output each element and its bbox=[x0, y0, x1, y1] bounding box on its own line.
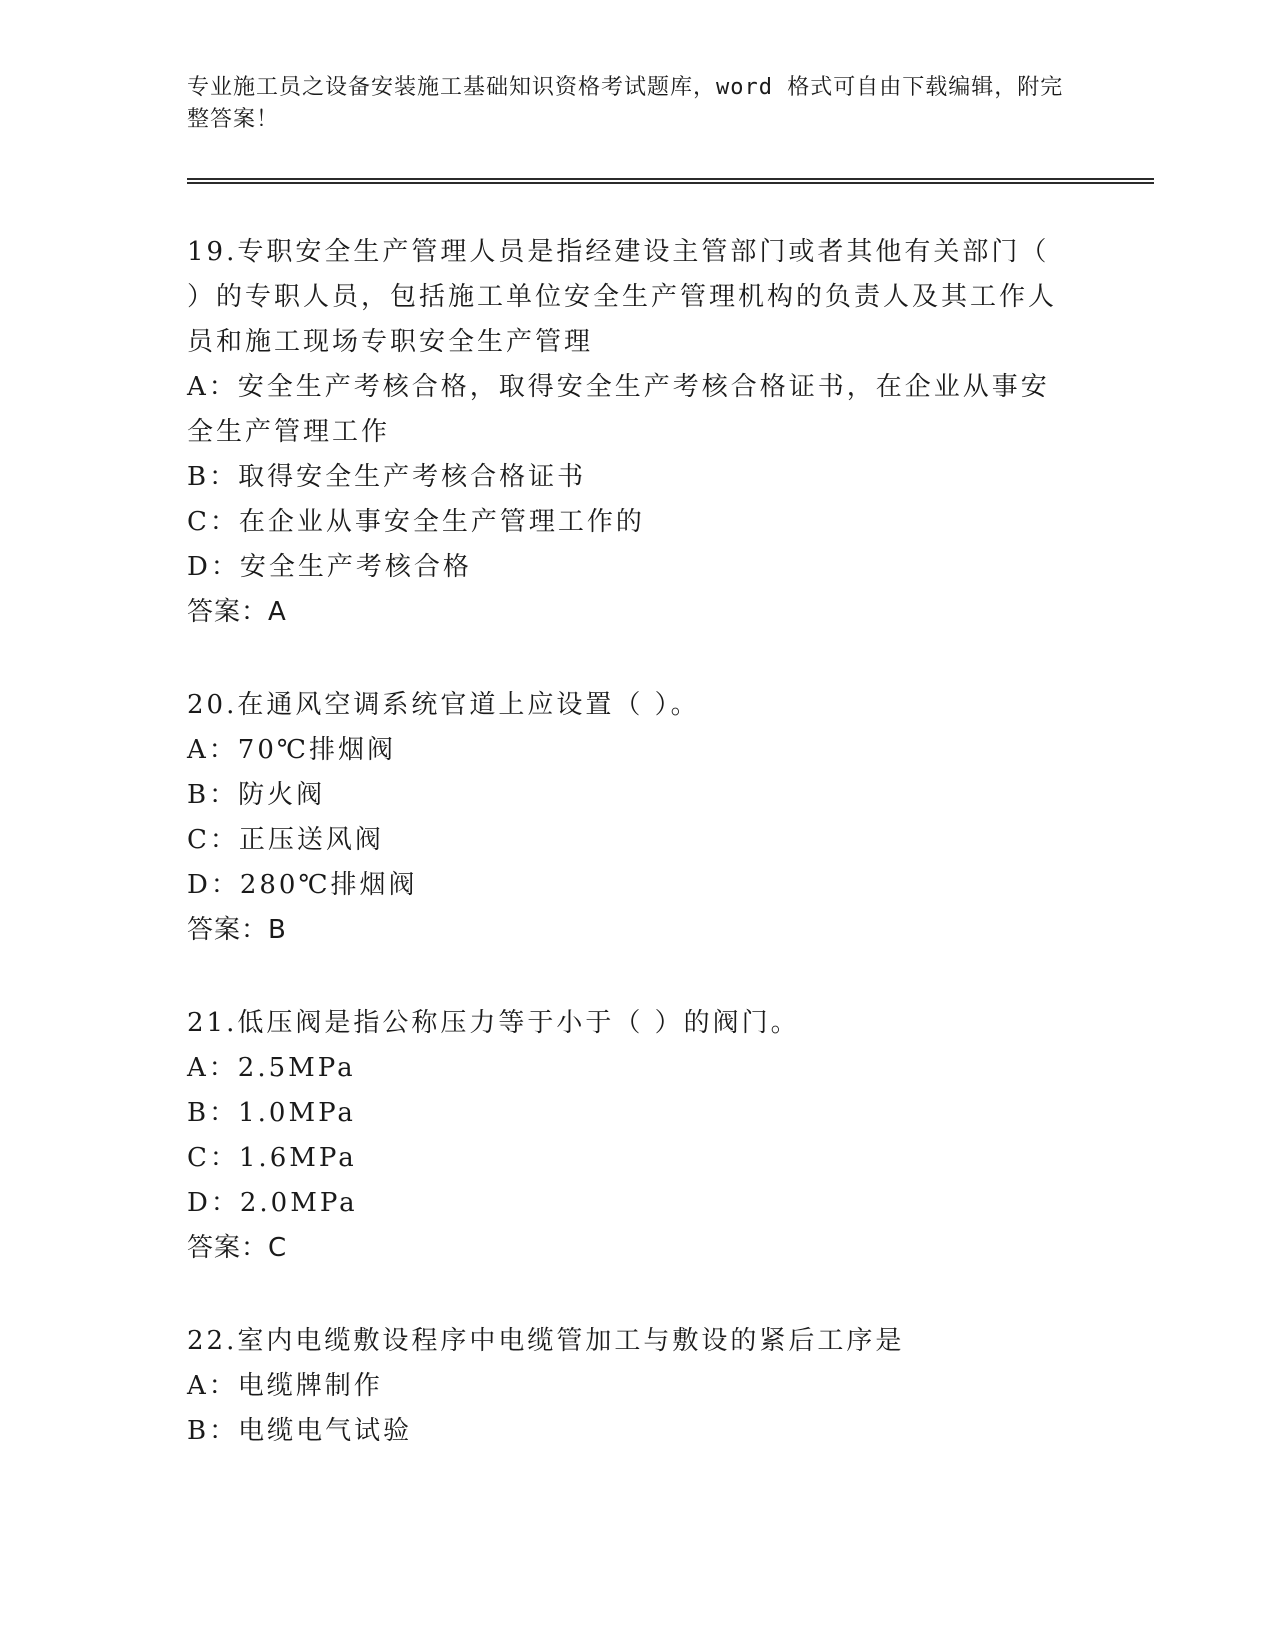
document-header: 专业施工员之设备安装施工基础知识资格考试题库，word 格式可自由下载编辑，附完整答案！ bbox=[187, 75, 1064, 132]
option-b: B：防火阀 bbox=[187, 780, 326, 810]
question-22 bbox=[187, 1319, 1067, 1454]
option-b: B：取得安全生产考核合格证书 bbox=[187, 462, 587, 492]
question-19 bbox=[187, 230, 1067, 635]
option-c: C：1.6MPa bbox=[187, 1143, 357, 1173]
option-a: A：电缆牌制作 bbox=[187, 1371, 383, 1401]
answer: 答案：A bbox=[187, 597, 287, 627]
option-d: D：2.0MPa bbox=[187, 1188, 358, 1218]
header-divider bbox=[187, 178, 1154, 184]
answer: 答案：C bbox=[187, 1233, 288, 1263]
question-21 bbox=[187, 1001, 1067, 1271]
option-c: C：正压送风阀 bbox=[187, 825, 384, 855]
question-stem: 19.专职安全生产管理人员是指经建设主管部门或者其他有关部门（ ）的专职人员，包括施工单位安全生产管理机构的负责人及其工作人员和施工现场专职安全生产管理 bbox=[187, 237, 1058, 357]
option-c: C：在企业从事安全生产管理工作的 bbox=[187, 507, 645, 537]
option-b: B：电缆电气试验 bbox=[187, 1416, 413, 1446]
option-b: B：1.0MPa bbox=[187, 1098, 356, 1128]
question-stem: 21.低压阀是指公称压力等于小于（ ）的阀门。 bbox=[187, 1008, 800, 1038]
question-20 bbox=[187, 683, 1067, 953]
answer: 答案：B bbox=[187, 915, 287, 945]
option-d: D：安全生产考核合格 bbox=[187, 552, 472, 582]
option-a: A：2.5MPa bbox=[187, 1053, 356, 1083]
option-a: A：安全生产考核合格，取得安全生产考核合格证书，在企业从事安全生产管理工作 bbox=[187, 372, 1050, 447]
option-a: A：70℃排烟阀 bbox=[187, 735, 396, 765]
question-stem: 20.在通风空调系统官道上应设置（ ）。 bbox=[187, 690, 700, 720]
question-list bbox=[187, 230, 1067, 1502]
option-d: D：280℃排烟阀 bbox=[187, 870, 418, 900]
question-stem: 22.室内电缆敷设程序中电缆管加工与敷设的紧后工序是 bbox=[187, 1326, 905, 1356]
